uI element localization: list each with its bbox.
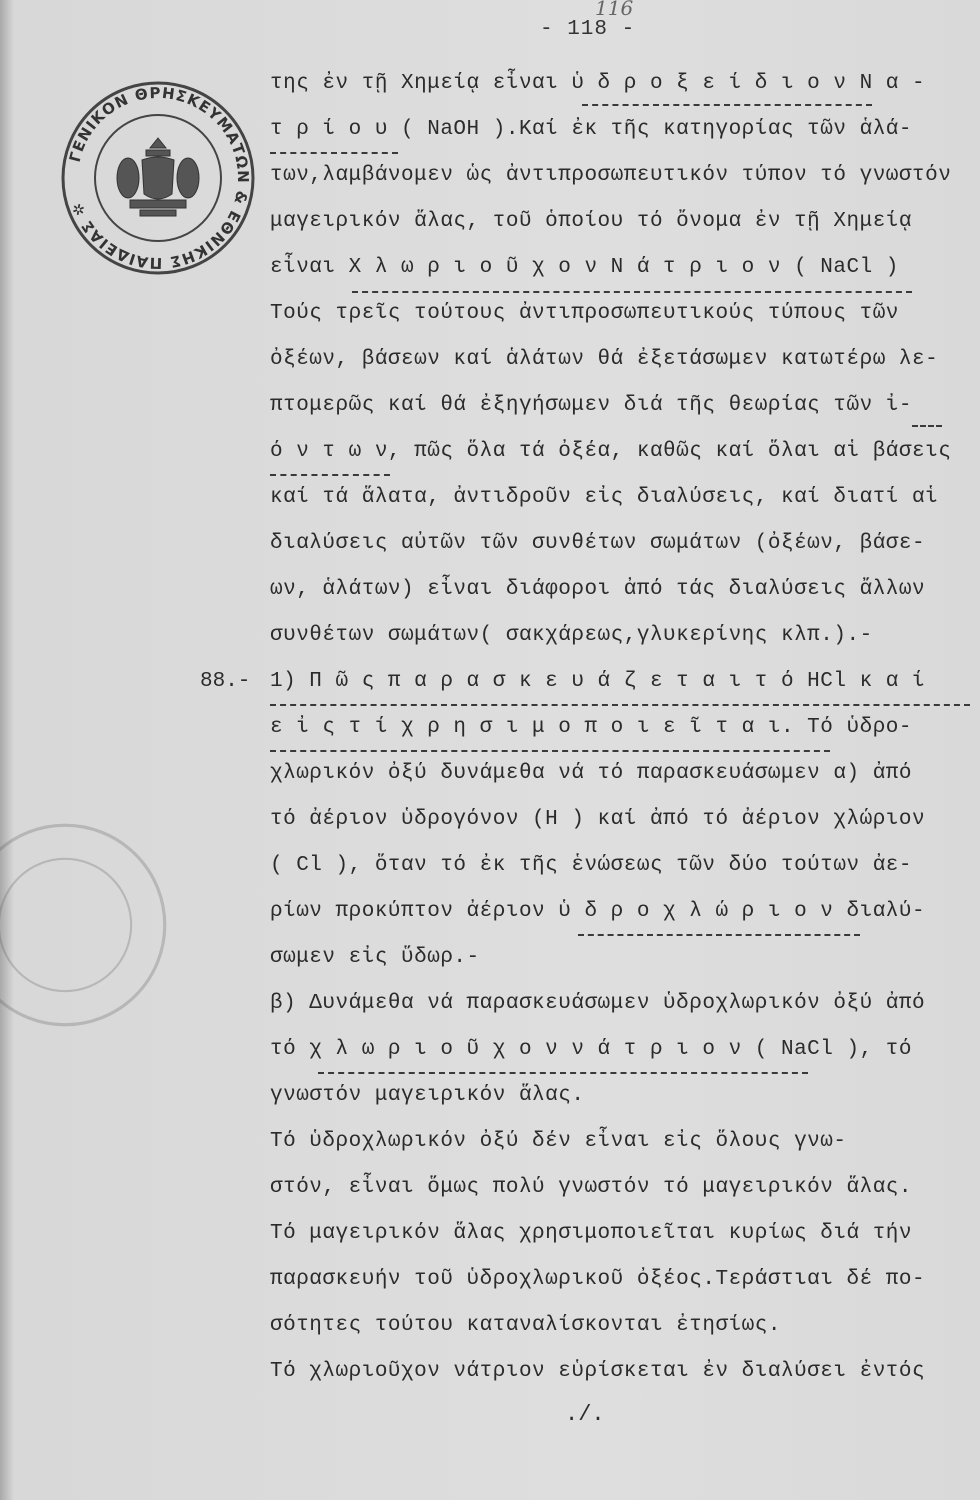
text-line: ε ἰ ς τ ί χ ρ η σ ι μ ο π ο ι ε ῖ τ α ι. Τό ὑδρο-	[270, 716, 913, 739]
text-line: 1) Π ῶ ς π α ρ α σ κ ε υ ά ζ ε τ α ι τ ό HCl κ α ί	[270, 670, 926, 693]
text-line: ( Cl ), ὅταν τό ἐκ τῆς ἑνώσεως τῶν δύο τούτων ἀε-	[270, 854, 913, 877]
text-line: εἶναι Χ λ ω ρ ι ο ῦ χ ο ν Ν ά τ ρ ι ο ν ( NaCl )	[270, 256, 899, 279]
text-line: των,λαμβάνομεν ὡς ἀντιπροσωπευτικόν τύπον τό γνωστόν	[270, 164, 952, 187]
svg-text:ΓΕΝΙΚΟΝ ΘΡΗΣΚΕΥΜΑΤΩΝ & ΕΘΝΙΚΗΣ: ΓΕΝΙΚΟΝ ΘΡΗΣΚΕΥΜΑΤΩΝ & ΕΘΝΙΚΗΣ ΠΑΙΔΕΙΑΣ ✲	[65, 83, 253, 273]
page-footer-mark: ./.	[565, 1402, 605, 1427]
text-line: σότητες τούτου καταναλίσκονται ἐτησίως.	[270, 1314, 781, 1337]
page-number: - 118 -	[540, 18, 636, 41]
text-line: Τό χλωριοῦχον νάτριον εὑρίσκεται ἐν διαλύσει ἐντός	[270, 1360, 926, 1383]
text-line: τό ἀέριον ὑδρογόνον (Η ) καί ἀπό τό ἀέριον χλώριον	[270, 808, 926, 831]
text-line: πτομερῶς καί θά ἐξηγήσωμεν διά τῆς θεωρίας τῶν ἰ-	[270, 394, 913, 417]
underline	[270, 704, 970, 706]
underline	[270, 152, 398, 154]
text-line: παρασκευήν τοῦ ὑδροχλωρικοῦ ὀξέος.Τεράστιαι δέ πο-	[270, 1268, 926, 1291]
text-line: ὀξέων, βάσεων καί ἁλάτων θά ἐξετάσωμεν κατωτέρω λε-	[270, 348, 939, 371]
text-line: της ἐν τῇ Χημείᾳ εἶναι ὑ δ ρ ο ξ ε ί δ ι ο ν Ν α -	[270, 72, 926, 95]
text-line: γνωστόν μαγειρικόν ἅλας.	[270, 1084, 585, 1107]
text-line: τ ρ ί ο υ ( NaOH ).Καί ἐκ τῆς κατηγορίας τῶν ἁλά-	[270, 118, 913, 141]
underline	[912, 425, 942, 427]
text-line: μαγειρικόν ἅλας, τοῦ ὁποίου τό ὄνομα ἐν τῇ Χημείᾳ	[270, 210, 913, 233]
official-seal-icon	[58, 78, 258, 278]
text-line: Τό ὑδροχλωρικόν ὀξύ δέν εἶναι εἰς ὅλους γνω-	[270, 1130, 847, 1153]
underline	[578, 934, 860, 936]
text-line: συνθέτων σωμάτων( σακχάρεως,γλυκερίνης κλπ.).-	[270, 624, 873, 647]
text-line: Τούς τρεῖς τούτους ἀντιπροσωπευτικούς τύπους τῶν	[270, 302, 899, 325]
faded-seal-icon	[0, 820, 170, 1030]
text-line: διαλύσεις αὐτῶν τῶν συνθέτων σωμάτων (ὀξέων, βάσε-	[270, 532, 926, 555]
text-line: Τό μαγειρικόν ἅλας χρησιμοποιεῖται κυρίως διά τήν	[270, 1222, 913, 1245]
text-line: τό χ λ ω ρ ι ο ῦ χ ο ν ν ά τ ρ ι ο ν ( NaCl ), τό	[270, 1038, 913, 1061]
paragraph-number: 88.-	[200, 670, 251, 693]
handwritten-page-number: 116	[595, 0, 634, 20]
text-line: χλωρικόν ὀξύ δυνάμεθα νά τό παρασκευάσωμεν α) ἀπό	[270, 762, 913, 785]
text-line: καί τά ἅλατα, ἀντιδροῦν εἰς διαλύσεις, καί διατί αἱ	[270, 486, 939, 509]
text-line: ων, ἁλάτων) εἶναι διάφοροι ἀπό τάς διαλύσεις ἄλλων	[270, 578, 926, 601]
underline	[270, 474, 390, 476]
underline	[352, 291, 912, 293]
text-line: ό ν τ ω ν, πῶς ὅλα τά ὀξέα, καθῶς καί ὅλαι αἱ βάσεις	[270, 440, 952, 463]
underline	[318, 1072, 808, 1074]
text-line: β) Δυνάμεθα νά παρασκευάσωμεν ὑδροχλωρικόν ὀξύ ἀπό	[270, 992, 926, 1015]
underline	[582, 104, 872, 106]
text-line: σωμεν εἰς ὕδωρ.-	[270, 946, 480, 969]
text-line: στόν, εἶναι ὅμως πολύ γνωστόν τό μαγειρικόν ἅλας.	[270, 1176, 913, 1199]
text-line: ρίων προκύπτον ἀέριον ὑ δ ρ ο χ λ ώ ρ ι ο ν διαλύ-	[270, 900, 926, 923]
underline	[270, 750, 830, 752]
